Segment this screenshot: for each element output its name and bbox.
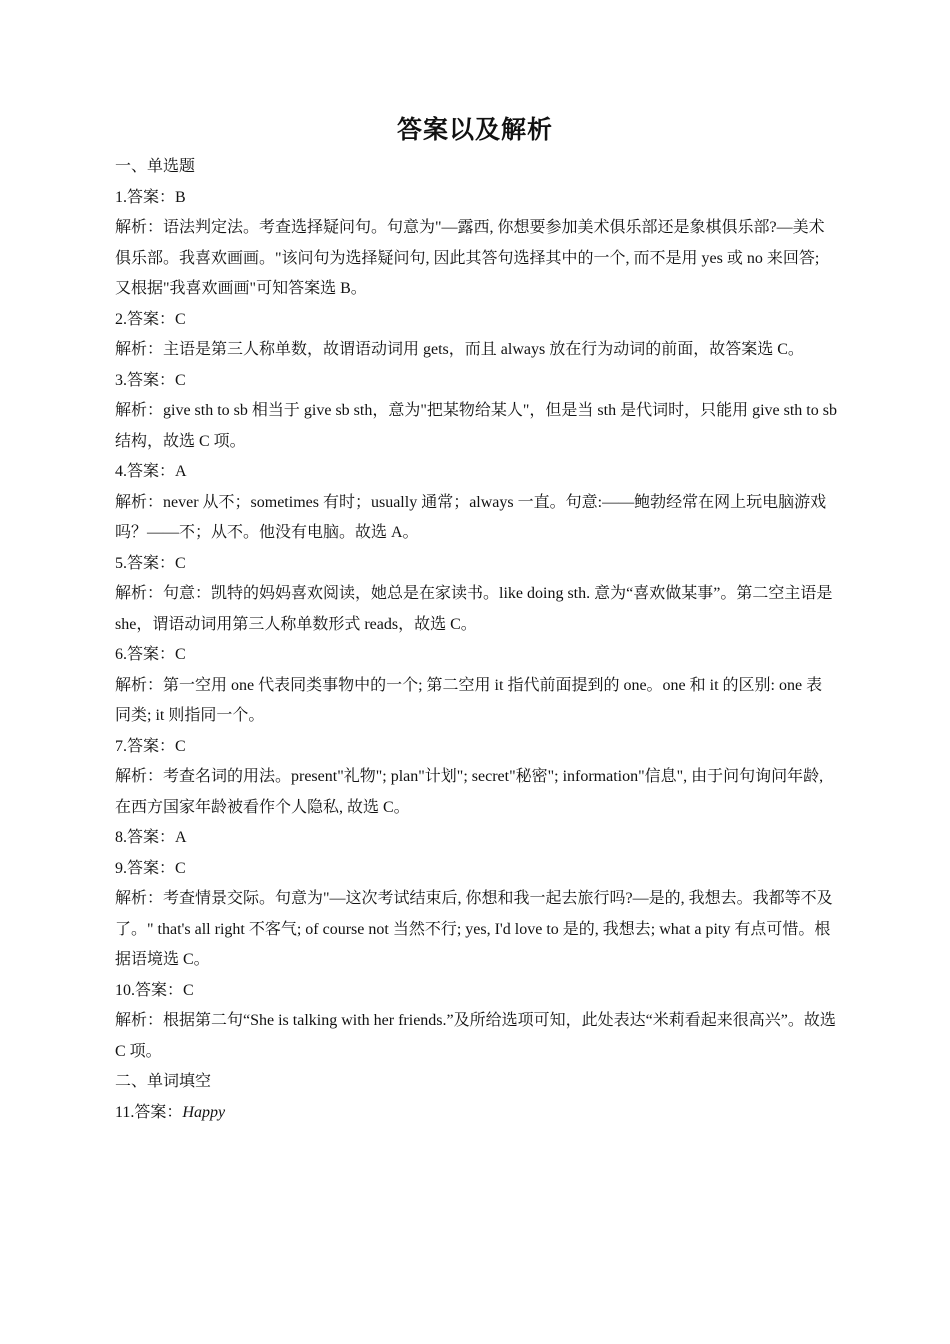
analysis-text: 解析：语法判定法。考查选择疑问句。句意为"—露西, 你想要参加美术俱乐部还是象棋俱乐部?—美术俱乐部。我喜欢画画。"该问句为选择疑问句, 因此其答句选择其中的一个, 而不是用 yes 或 no 来回答; 又根据"我喜欢画画"可知答案选 B。 (115, 219, 825, 297)
answer-line: 5.答案：C (115, 554, 186, 572)
section-word-fill (115, 1067, 837, 1128)
analysis-text: 解析：考查情景交际。句意为"—这次考试结束后, 你想和我一起去旅行吗?—是的, 我想去。我都等不及了。" that's all right 不客气; of course not 当然不行; yes, I'd love to 是的, 我想去; what a pity 有点可惜。根据语境选 C。 (115, 890, 833, 968)
section-heading: 二、单词填空 (115, 1073, 212, 1090)
answer-prefix: 11.答案： (115, 1103, 183, 1121)
answer-line: 9.答案：C (115, 859, 186, 877)
analysis-text: 解析：never 从不；sometimes 有时；usually 通常；always 一直。句意:——鲍勃经常在网上玩电脑游戏吗？——不；从不。他没有电脑。故选 A。 (115, 493, 827, 541)
answer-line: 4.答案：A (115, 463, 187, 480)
answer-value: Happy (182, 1103, 226, 1121)
section-single-choice (115, 152, 837, 1067)
answer-line: 3.答案：C (115, 371, 186, 389)
answer-line: 6.答案：C (115, 646, 186, 663)
document-body (115, 152, 837, 1128)
page-title: 答案以及解析 (396, 117, 553, 144)
analysis-text: 解析：考查名词的用法。present"礼物"; plan"计划"; secret"秘密"; information"信息", 由于问句询问年龄, 在西方国家年龄被看作个人隐私, 故选 C。 (115, 768, 824, 816)
analysis-text: 解析：第一空用 one 代表同类事物中的一个; 第二空用 it 指代前面提到的 one。one 和 it 的区别: one 表同类; it 则指同一个。 (115, 676, 823, 724)
answer-line: 8.答案：A (115, 829, 187, 846)
analysis-text: 解析：主语是第三人称单数，故谓语动词用 gets，而且 always 放在行为动词的前面，故答案选 C。 (115, 341, 804, 358)
analysis-text: 解析：give sth to sb 相当于 give sb sth，意为"把某物给某人"，但是当 sth 是代词时，只能用 give sth to sb 结构，故选 C 项。 (115, 402, 837, 450)
answer-line (115, 1098, 837, 1129)
analysis-text: 解析：根据第二句“She is talking with her friends.”及所给选项可知，此处表达“米莉看起来很高兴”。故选 C 项。 (115, 1012, 836, 1060)
answer-line: 10.答案：C (115, 981, 194, 999)
analysis-text: 解析：句意：凯特的妈妈喜欢阅读，她总是在家读书。like doing sth. 意为“喜欢做某事”。第二空主语是 she，谓语动词用第三人称单数形式 reads，故选 C。 (115, 585, 833, 633)
answer-line: 7.答案：C (115, 737, 186, 755)
answer-line: 1.答案：B (115, 188, 186, 206)
section-heading: 一、单选题 (115, 158, 196, 175)
answer-line: 2.答案：C (115, 310, 186, 328)
